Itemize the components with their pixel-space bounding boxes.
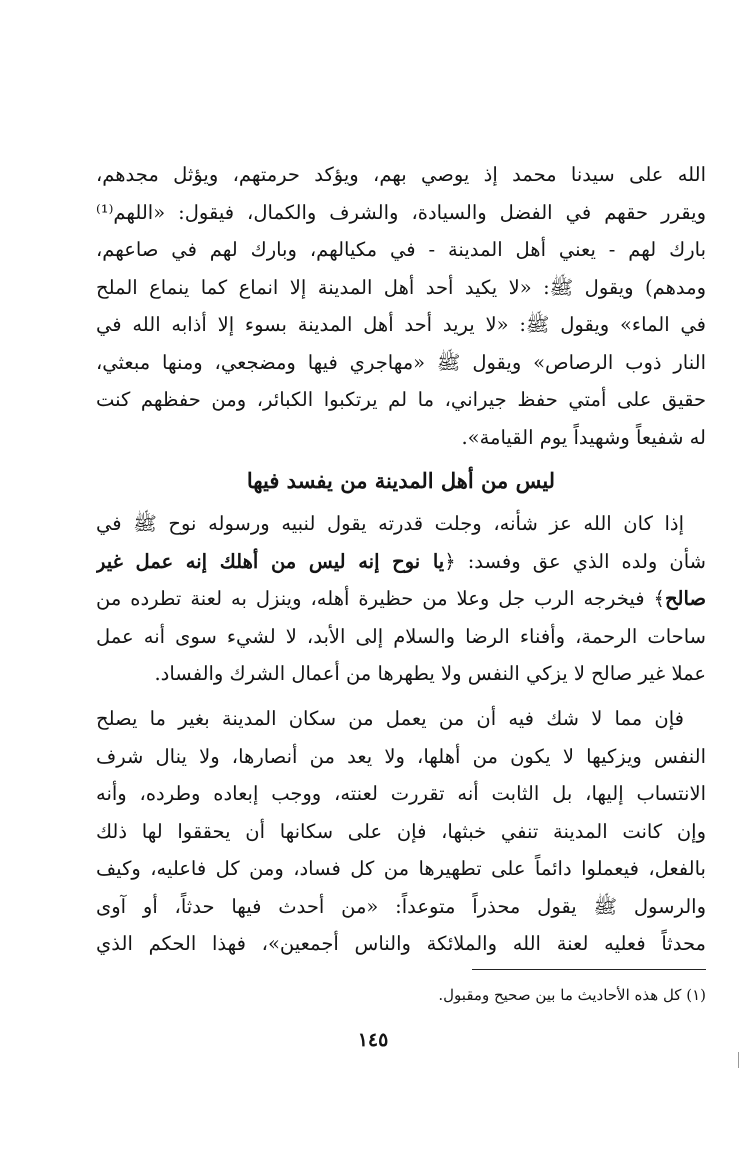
quran-verse-text: صالح [664, 587, 706, 610]
text-segment: ﴾ فيخرجه الرب جل وعلا من حظيرة أهله، وينزل به لعنة تطرده من [96, 587, 665, 610]
margin-mark [738, 1052, 739, 1068]
text-line: وإن كانت المدينة تنفي خبثها، فإن على سكانها أن يحققوا لها ذلك [96, 819, 706, 843]
text-line [96, 580, 706, 618]
text-line [96, 543, 706, 581]
text-line: فإن مما لا شك فيه أن من يعمل من سكان المدينة بغير ما يصلح [96, 707, 684, 730]
text-line: الانتساب إليها، بل الثابت أنه تقررت لعنته، ووجب إبعاده وطرده، وأنه [96, 782, 706, 805]
text-line: عملا غير صالح لا يزكي النفس ولا يطهرها من أعمال الشرك والفساد. [154, 662, 706, 685]
text-line: في الماء» ويقول ﷺ: «لا يريد أحد أهل المدينة بسوء إلا أذابه الله في [96, 313, 706, 336]
text-line: النفس ويزكيها لا يكون من أهلها، ولا يعد من أنصارها، ولا ينال شرف [96, 744, 706, 768]
footnote: (١) كل هذه الأحاديث ما بين صحيح ومقبول. [438, 986, 706, 1004]
paragraph-2 [96, 505, 706, 693]
page-number: ١٤٥ [357, 1029, 389, 1051]
paragraph-1 [96, 156, 706, 456]
text-line: له شفيعاً وشهيداً يوم القيامة». [461, 425, 706, 449]
paragraph-3 [96, 700, 706, 963]
text-line: ويقرر حقهم في الفضل والسيادة، والشرف والكمال، فيقول: «اللهم⁽¹⁾ [96, 200, 706, 224]
text-segment: شأن ولده الذي عق وفسد: ﴿ [444, 549, 706, 573]
text-line: والرسول ﷺ يقول محذراً متوعداً: «من أحدث فيها حدثاً، أو آوى [96, 894, 706, 918]
text-line: ساحات الرحمة، وأفناء الرضا والسلام إلى الأبد، لا لشيء سوى أنه عمل [96, 624, 706, 648]
text-line: محدثاً فعليه لعنة الله والملائكة والناس أجمعين»، فهذا الحكم الذي [96, 932, 706, 955]
text-line: النار ذوب الرصاص» ويقول ﷺ «مهاجري فيها ومضجعي، ومنها مبعثي، [96, 350, 706, 374]
text-line: إذا كان الله عز شأنه، وجلت قدرته يقول لنبيه ورسوله نوح ﷺ في [96, 512, 684, 535]
section-heading: ليس من أهل المدينة من يفسد فيها [246, 468, 556, 493]
text-line: ومدهم) ويقول ﷺ: «لا يكيد أحد أهل المدينة إلا انماع كما ينماع الملح [96, 275, 706, 299]
quran-verse-text: يا نوح إنه ليس من أهلك إنه عمل غير [96, 549, 445, 573]
text-line: بالفعل، فيعملوا دائماً على تطهيرها من كل فساد، ومن كل فاعليه، وكيف [96, 857, 706, 880]
footnote-separator [472, 969, 706, 970]
text-line: الله على سيدنا محمد إذ يوصي بهم، ويؤكد حرمتهم، ويؤثل مجدهم، [96, 163, 706, 186]
text-line: حقيق على أمتي حفظ جيراني، ما لم يرتكبوا الكبائر، ومن حفظهم كنت [96, 388, 706, 411]
text-line: بارك لهم - يعني أهل المدينة - في مكيالهم، وبارك لهم في صاعهم، [96, 238, 706, 261]
